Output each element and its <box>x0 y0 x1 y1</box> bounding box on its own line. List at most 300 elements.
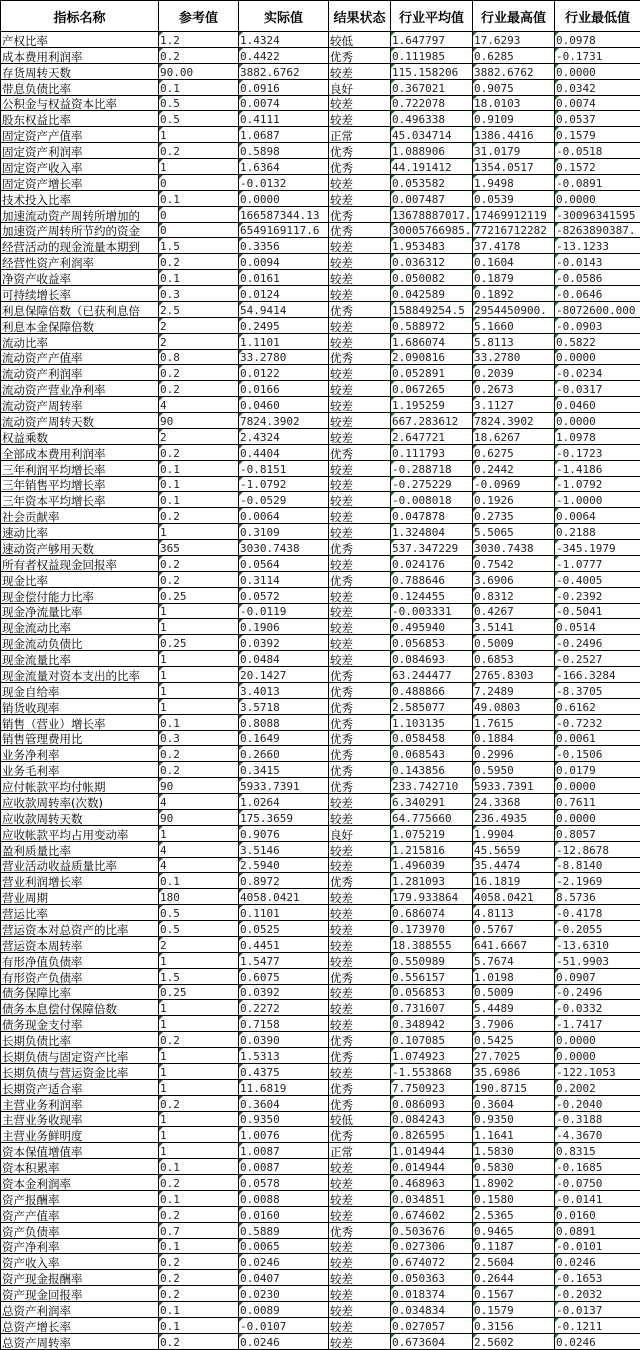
reference-value-cell[interactable]: 1 <box>159 524 239 540</box>
industry-max-cell[interactable]: 2.5604 <box>473 1254 555 1270</box>
industry-average-cell[interactable]: 2.647721 <box>391 428 473 444</box>
reference-value-cell[interactable]: 365 <box>159 540 239 556</box>
industry-average-cell[interactable]: 0.018374 <box>391 1286 473 1302</box>
industry-min-cell[interactable]: 0.0907 <box>555 968 640 984</box>
actual-value-cell[interactable]: 0.8972 <box>239 873 329 889</box>
indicator-name-cell[interactable]: 流动资产营业净利率 <box>1 381 159 397</box>
industry-min-cell[interactable]: -8.3705 <box>555 682 640 698</box>
actual-value-cell[interactable]: 0.0000 <box>239 190 329 206</box>
industry-min-cell[interactable]: -13.6310 <box>555 936 640 952</box>
status-cell[interactable]: 较差 <box>329 381 391 397</box>
industry-max-cell[interactable]: 3030.7438 <box>473 540 555 556</box>
status-cell[interactable]: 优秀 <box>329 746 391 762</box>
status-cell[interactable]: 较差 <box>329 841 391 857</box>
status-cell[interactable]: 较差 <box>329 1333 391 1349</box>
reference-value-cell[interactable]: 1.2 <box>159 32 239 48</box>
reference-value-cell[interactable]: 4 <box>159 857 239 873</box>
industry-max-cell[interactable]: 7824.3902 <box>473 413 555 429</box>
actual-value-cell[interactable]: 0.0230 <box>239 1286 329 1302</box>
industry-average-cell[interactable]: 1.686074 <box>391 333 473 349</box>
actual-value-cell[interactable]: 20.1427 <box>239 667 329 683</box>
status-cell[interactable]: 较差 <box>329 1270 391 1286</box>
status-cell[interactable]: 较差 <box>329 1016 391 1032</box>
reference-value-cell[interactable]: 1 <box>159 1143 239 1159</box>
industry-min-cell[interactable]: -8072600.000 <box>555 301 640 317</box>
industry-min-cell[interactable]: -13.1233 <box>555 238 640 254</box>
industry-min-cell[interactable]: -0.2032 <box>555 1286 640 1302</box>
reference-value-cell[interactable]: 180 <box>159 889 239 905</box>
industry-max-cell[interactable]: 190.8715 <box>473 1079 555 1095</box>
status-cell[interactable]: 良好 <box>329 825 391 841</box>
industry-min-cell[interactable]: 0.0460 <box>555 397 640 413</box>
indicator-name-cell[interactable]: 加速流动资产周转所增加的 <box>1 206 159 222</box>
indicator-name-cell[interactable]: 应付帐款平均付帐期 <box>1 778 159 794</box>
actual-value-cell[interactable]: 0.0124 <box>239 286 329 302</box>
reference-value-cell[interactable]: 0.1 <box>159 492 239 508</box>
actual-value-cell[interactable]: -0.0107 <box>239 1317 329 1333</box>
industry-max-cell[interactable]: 0.1884 <box>473 730 555 746</box>
status-cell[interactable]: 较差 <box>329 984 391 1000</box>
actual-value-cell[interactable]: 7824.3902 <box>239 413 329 429</box>
industry-max-cell[interactable]: 1354.0517 <box>473 159 555 175</box>
industry-min-cell[interactable]: 0.6162 <box>555 698 640 714</box>
industry-average-cell[interactable]: 0.550989 <box>391 952 473 968</box>
industry-average-cell[interactable]: 0.056853 <box>391 635 473 651</box>
industry-max-cell[interactable]: 3.1127 <box>473 397 555 413</box>
industry-min-cell[interactable]: -0.0143 <box>555 254 640 270</box>
reference-value-cell[interactable]: 0.2 <box>159 1206 239 1222</box>
reference-value-cell[interactable]: 1 <box>159 1127 239 1143</box>
indicator-name-cell[interactable]: 经营性资产利润率 <box>1 254 159 270</box>
status-cell[interactable]: 较差 <box>329 905 391 921</box>
reference-value-cell[interactable]: 0.1 <box>159 476 239 492</box>
industry-average-cell[interactable]: 44.191412 <box>391 159 473 175</box>
reference-value-cell[interactable]: 1 <box>159 127 239 143</box>
indicator-name-cell[interactable]: 现金流量对资本支出的比率 <box>1 667 159 683</box>
industry-max-cell[interactable]: 0.5009 <box>473 984 555 1000</box>
industry-average-cell[interactable]: 0.034834 <box>391 1302 473 1318</box>
industry-max-cell[interactable]: 0.2673 <box>473 381 555 397</box>
industry-average-cell[interactable]: 1.088906 <box>391 143 473 159</box>
industry-max-cell[interactable]: 31.0179 <box>473 143 555 159</box>
industry-average-cell[interactable]: 0.014944 <box>391 1159 473 1175</box>
industry-max-cell[interactable]: 0.6853 <box>473 651 555 667</box>
industry-min-cell[interactable]: 0.0891 <box>555 1222 640 1238</box>
industry-max-cell[interactable]: 1.9498 <box>473 174 555 190</box>
industry-average-cell[interactable]: 0.050082 <box>391 270 473 286</box>
actual-value-cell[interactable]: 0.0122 <box>239 365 329 381</box>
status-cell[interactable]: 优秀 <box>329 1095 391 1111</box>
industry-max-cell[interactable]: 5933.7391 <box>473 778 555 794</box>
actual-value-cell[interactable]: 0.2495 <box>239 317 329 333</box>
status-cell[interactable]: 优秀 <box>329 778 391 794</box>
status-cell[interactable]: 较差 <box>329 95 391 111</box>
industry-average-cell[interactable]: 0.007487 <box>391 190 473 206</box>
actual-value-cell[interactable]: 5933.7391 <box>239 778 329 794</box>
indicator-name-cell[interactable]: 主营业务收现率 <box>1 1111 159 1127</box>
indicator-name-cell[interactable]: 流动资产利润率 <box>1 365 159 381</box>
status-cell[interactable]: 优秀 <box>329 301 391 317</box>
industry-average-cell[interactable]: -1.553868 <box>391 1063 473 1079</box>
indicator-name-cell[interactable]: 固定资产利润率 <box>1 143 159 159</box>
indicator-name-cell[interactable]: 主营业务利润率 <box>1 1095 159 1111</box>
actual-value-cell[interactable]: 1.0087 <box>239 1143 329 1159</box>
industry-average-cell[interactable]: 0.503676 <box>391 1222 473 1238</box>
industry-max-cell[interactable]: 5.4489 <box>473 1000 555 1016</box>
header-industry-max[interactable]: 行业最高值 <box>473 1 555 32</box>
industry-min-cell[interactable]: 0.0537 <box>555 111 640 127</box>
industry-max-cell[interactable]: 1386.4416 <box>473 127 555 143</box>
reference-value-cell[interactable]: 0.2 <box>159 365 239 381</box>
actual-value-cell[interactable]: 1.6364 <box>239 159 329 175</box>
reference-value-cell[interactable]: 0.5 <box>159 111 239 127</box>
actual-value-cell[interactable]: 0.0578 <box>239 1175 329 1191</box>
industry-max-cell[interactable]: 0.0539 <box>473 190 555 206</box>
actual-value-cell[interactable]: 0.0088 <box>239 1190 329 1206</box>
industry-min-cell[interactable]: -0.0234 <box>555 365 640 381</box>
reference-value-cell[interactable]: 1.5 <box>159 238 239 254</box>
industry-average-cell[interactable]: 0.107085 <box>391 1032 473 1048</box>
indicator-name-cell[interactable]: 销售（营业）增长率 <box>1 714 159 730</box>
reference-value-cell[interactable]: 0.1 <box>159 873 239 889</box>
industry-average-cell[interactable]: 6.340291 <box>391 794 473 810</box>
actual-value-cell[interactable]: 1.0687 <box>239 127 329 143</box>
actual-value-cell[interactable]: 0.3114 <box>239 571 329 587</box>
industry-max-cell[interactable]: 0.4267 <box>473 603 555 619</box>
industry-average-cell[interactable]: 0.053582 <box>391 174 473 190</box>
status-cell[interactable]: 优秀 <box>329 730 391 746</box>
industry-min-cell[interactable]: -166.3284 <box>555 667 640 683</box>
status-cell[interactable]: 较差 <box>329 428 391 444</box>
industry-average-cell[interactable]: 0.067265 <box>391 381 473 397</box>
indicator-name-cell[interactable]: 有形净值负债率 <box>1 952 159 968</box>
industry-min-cell[interactable]: -0.0317 <box>555 381 640 397</box>
indicator-name-cell[interactable]: 速动比率 <box>1 524 159 540</box>
industry-max-cell[interactable]: 0.2644 <box>473 1270 555 1286</box>
status-cell[interactable]: 较差 <box>329 809 391 825</box>
indicator-name-cell[interactable]: 长期负债与固定资产比率 <box>1 1048 159 1064</box>
industry-min-cell[interactable]: -8.8140 <box>555 857 640 873</box>
status-cell[interactable]: 优秀 <box>329 159 391 175</box>
industry-average-cell[interactable]: 1.014944 <box>391 1143 473 1159</box>
industry-average-cell[interactable]: 0.027306 <box>391 1238 473 1254</box>
industry-max-cell[interactable]: 5.5065 <box>473 524 555 540</box>
status-cell[interactable]: 较差 <box>329 555 391 571</box>
industry-average-cell[interactable]: 0.143856 <box>391 762 473 778</box>
industry-min-cell[interactable]: -0.2496 <box>555 984 640 1000</box>
reference-value-cell[interactable]: 2 <box>159 936 239 952</box>
indicator-name-cell[interactable]: 资产现金回报率 <box>1 1286 159 1302</box>
actual-value-cell[interactable]: 3030.7438 <box>239 540 329 556</box>
header-industry-min[interactable]: 行业最低值 <box>555 1 640 32</box>
reference-value-cell[interactable]: 0.2 <box>159 381 239 397</box>
industry-max-cell[interactable]: 18.0103 <box>473 95 555 111</box>
indicator-name-cell[interactable]: 现金自给率 <box>1 682 159 698</box>
industry-max-cell[interactable]: 45.5659 <box>473 841 555 857</box>
actual-value-cell[interactable]: 0.0460 <box>239 397 329 413</box>
industry-min-cell[interactable]: 0.2188 <box>555 524 640 540</box>
industry-min-cell[interactable]: -0.0137 <box>555 1302 640 1318</box>
industry-max-cell[interactable]: 3.5141 <box>473 619 555 635</box>
indicator-name-cell[interactable]: 业务净利率 <box>1 746 159 762</box>
header-industry-average[interactable]: 行业平均值 <box>391 1 473 32</box>
indicator-name-cell[interactable]: 流动资产产值率 <box>1 349 159 365</box>
indicator-name-cell[interactable]: 现金流动比率 <box>1 619 159 635</box>
indicator-name-cell[interactable]: 应收帐款平均占用变动率 <box>1 825 159 841</box>
industry-average-cell[interactable]: 0.084693 <box>391 651 473 667</box>
industry-min-cell[interactable]: -0.1685 <box>555 1159 640 1175</box>
industry-min-cell[interactable]: 0.0000 <box>555 778 640 794</box>
actual-value-cell[interactable]: 0.0246 <box>239 1254 329 1270</box>
industry-min-cell[interactable]: -0.2040 <box>555 1095 640 1111</box>
industry-average-cell[interactable]: 667.283612 <box>391 413 473 429</box>
industry-max-cell[interactable]: 3.7906 <box>473 1016 555 1032</box>
indicator-name-cell[interactable]: 盈利质量比率 <box>1 841 159 857</box>
industry-min-cell[interactable]: -1.0777 <box>555 555 640 571</box>
industry-max-cell[interactable]: 0.9465 <box>473 1222 555 1238</box>
reference-value-cell[interactable]: 0 <box>159 222 239 238</box>
status-cell[interactable]: 较差 <box>329 333 391 349</box>
industry-max-cell[interactable]: 1.9904 <box>473 825 555 841</box>
industry-max-cell[interactable]: 35.6986 <box>473 1063 555 1079</box>
actual-value-cell[interactable]: 54.9414 <box>239 301 329 317</box>
actual-value-cell[interactable]: 1.0264 <box>239 794 329 810</box>
industry-min-cell[interactable]: -1.0000 <box>555 492 640 508</box>
actual-value-cell[interactable]: 0.0916 <box>239 79 329 95</box>
industry-min-cell[interactable]: 0.7611 <box>555 794 640 810</box>
industry-max-cell[interactable]: 18.6267 <box>473 428 555 444</box>
actual-value-cell[interactable]: 0.0392 <box>239 984 329 1000</box>
status-cell[interactable]: 优秀 <box>329 1127 391 1143</box>
reference-value-cell[interactable]: 4 <box>159 794 239 810</box>
indicator-name-cell[interactable]: 资产负债率 <box>1 1222 159 1238</box>
industry-max-cell[interactable]: 16.1819 <box>473 873 555 889</box>
industry-min-cell[interactable]: -0.1653 <box>555 1270 640 1286</box>
actual-value-cell[interactable]: 0.9350 <box>239 1111 329 1127</box>
actual-value-cell[interactable]: -0.0132 <box>239 174 329 190</box>
industry-average-cell[interactable]: 1.215816 <box>391 841 473 857</box>
indicator-name-cell[interactable]: 长期负债与营运资金比率 <box>1 1063 159 1079</box>
industry-average-cell[interactable]: 0.686074 <box>391 905 473 921</box>
industry-min-cell[interactable]: 0.0061 <box>555 730 640 746</box>
status-cell[interactable]: 优秀 <box>329 667 391 683</box>
indicator-name-cell[interactable]: 应收款周转率(次数) <box>1 794 159 810</box>
indicator-name-cell[interactable]: 成本费用利润率 <box>1 47 159 63</box>
actual-value-cell[interactable]: 2.5940 <box>239 857 329 873</box>
industry-max-cell[interactable]: 0.5950 <box>473 762 555 778</box>
industry-average-cell[interactable]: -0.003331 <box>391 603 473 619</box>
reference-value-cell[interactable]: 0.1 <box>159 460 239 476</box>
industry-average-cell[interactable]: 0.674602 <box>391 1206 473 1222</box>
industry-max-cell[interactable]: 0.1579 <box>473 1302 555 1318</box>
actual-value-cell[interactable]: 3.5146 <box>239 841 329 857</box>
industry-average-cell[interactable]: 0.047878 <box>391 508 473 524</box>
industry-average-cell[interactable]: 1.195259 <box>391 397 473 413</box>
header-actual-value[interactable]: 实际值 <box>239 1 329 32</box>
industry-average-cell[interactable]: 1.281093 <box>391 873 473 889</box>
status-cell[interactable]: 优秀 <box>329 682 391 698</box>
reference-value-cell[interactable]: 4 <box>159 841 239 857</box>
industry-min-cell[interactable]: 0.0978 <box>555 32 640 48</box>
industry-average-cell[interactable]: 0.111793 <box>391 444 473 460</box>
industry-min-cell[interactable]: -1.0792 <box>555 476 640 492</box>
reference-value-cell[interactable]: 0.1 <box>159 1238 239 1254</box>
industry-max-cell[interactable]: 236.4935 <box>473 809 555 825</box>
actual-value-cell[interactable]: 0.0166 <box>239 381 329 397</box>
industry-average-cell[interactable]: 0.722078 <box>391 95 473 111</box>
industry-average-cell[interactable]: 0.496338 <box>391 111 473 127</box>
industry-average-cell[interactable]: 0.488866 <box>391 682 473 698</box>
status-cell[interactable]: 较差 <box>329 1317 391 1333</box>
status-cell[interactable]: 较差 <box>329 1302 391 1318</box>
indicator-name-cell[interactable]: 公积金与权益资本比率 <box>1 95 159 111</box>
reference-value-cell[interactable]: 0.2 <box>159 571 239 587</box>
actual-value-cell[interactable]: 0.0087 <box>239 1159 329 1175</box>
industry-average-cell[interactable]: 1.496039 <box>391 857 473 873</box>
industry-average-cell[interactable]: -0.275229 <box>391 476 473 492</box>
industry-max-cell[interactable]: 2765.8303 <box>473 667 555 683</box>
actual-value-cell[interactable]: 0.0094 <box>239 254 329 270</box>
indicator-name-cell[interactable]: 有形资产负债率 <box>1 968 159 984</box>
industry-max-cell[interactable]: 0.6275 <box>473 444 555 460</box>
actual-value-cell[interactable]: 0.0484 <box>239 651 329 667</box>
actual-value-cell[interactable]: 0.4111 <box>239 111 329 127</box>
industry-max-cell[interactable]: 17.6293 <box>473 32 555 48</box>
industry-max-cell[interactable]: 0.1892 <box>473 286 555 302</box>
reference-value-cell[interactable]: 0.3 <box>159 286 239 302</box>
indicator-name-cell[interactable]: 现金流量比率 <box>1 651 159 667</box>
actual-value-cell[interactable]: 0.0390 <box>239 1032 329 1048</box>
industry-average-cell[interactable]: 0.731607 <box>391 1000 473 1016</box>
reference-value-cell[interactable]: 0.1 <box>159 190 239 206</box>
industry-average-cell[interactable]: 0.027057 <box>391 1317 473 1333</box>
reference-value-cell[interactable]: 0.2 <box>159 1175 239 1191</box>
status-cell[interactable]: 较差 <box>329 1190 391 1206</box>
indicator-name-cell[interactable]: 总资产周转率 <box>1 1333 159 1349</box>
industry-average-cell[interactable]: 1.075219 <box>391 825 473 841</box>
status-cell[interactable]: 较差 <box>329 63 391 79</box>
status-cell[interactable]: 较差 <box>329 1254 391 1270</box>
industry-max-cell[interactable]: 0.5425 <box>473 1032 555 1048</box>
indicator-name-cell[interactable]: 权益乘数 <box>1 428 159 444</box>
reference-value-cell[interactable]: 90 <box>159 809 239 825</box>
indicator-name-cell[interactable]: 所有者权益现金回报率 <box>1 555 159 571</box>
status-cell[interactable]: 较差 <box>329 524 391 540</box>
industry-average-cell[interactable]: 1.953483 <box>391 238 473 254</box>
reference-value-cell[interactable]: 0.2 <box>159 1032 239 1048</box>
indicator-name-cell[interactable]: 长期资产适合率 <box>1 1079 159 1095</box>
industry-average-cell[interactable]: 0.588972 <box>391 317 473 333</box>
actual-value-cell[interactable]: 0.1649 <box>239 730 329 746</box>
actual-value-cell[interactable]: -0.0529 <box>239 492 329 508</box>
industry-min-cell[interactable]: -0.7232 <box>555 714 640 730</box>
industry-average-cell[interactable]: 30005766985. <box>391 222 473 238</box>
status-cell[interactable]: 良好 <box>329 79 391 95</box>
indicator-name-cell[interactable]: 资本保值增值率 <box>1 1143 159 1159</box>
industry-average-cell[interactable]: 2.090816 <box>391 349 473 365</box>
industry-max-cell[interactable]: 5.7674 <box>473 952 555 968</box>
industry-min-cell[interactable]: -8263890387. <box>555 222 640 238</box>
reference-value-cell[interactable]: 1 <box>159 1016 239 1032</box>
industry-min-cell[interactable]: 0.8315 <box>555 1143 640 1159</box>
industry-min-cell[interactable]: -0.0750 <box>555 1175 640 1191</box>
indicator-name-cell[interactable]: 利息本金保障倍数 <box>1 317 159 333</box>
reference-value-cell[interactable]: 0.2 <box>159 47 239 63</box>
industry-max-cell[interactable]: 0.1879 <box>473 270 555 286</box>
status-cell[interactable]: 正常 <box>329 127 391 143</box>
reference-value-cell[interactable]: 0.2 <box>159 1333 239 1349</box>
industry-max-cell[interactable]: 49.0803 <box>473 698 555 714</box>
reference-value-cell[interactable]: 1 <box>159 1063 239 1079</box>
reference-value-cell[interactable]: 1 <box>159 825 239 841</box>
industry-max-cell[interactable]: 0.3604 <box>473 1095 555 1111</box>
industry-average-cell[interactable]: 158849254.5 <box>391 301 473 317</box>
industry-max-cell[interactable]: 1.7615 <box>473 714 555 730</box>
industry-average-cell[interactable]: 45.034714 <box>391 127 473 143</box>
industry-max-cell[interactable]: 0.2442 <box>473 460 555 476</box>
industry-min-cell[interactable]: 0.0246 <box>555 1333 640 1349</box>
status-cell[interactable]: 较差 <box>329 936 391 952</box>
industry-max-cell[interactable]: 0.5009 <box>473 635 555 651</box>
industry-min-cell[interactable]: 0.0000 <box>555 63 640 79</box>
status-cell[interactable]: 较差 <box>329 254 391 270</box>
industry-max-cell[interactable]: 1.5830 <box>473 1143 555 1159</box>
status-cell[interactable]: 优秀 <box>329 571 391 587</box>
industry-max-cell[interactable]: 0.9075 <box>473 79 555 95</box>
industry-max-cell[interactable]: 0.5767 <box>473 921 555 937</box>
reference-value-cell[interactable]: 1 <box>159 952 239 968</box>
industry-min-cell[interactable]: -12.8678 <box>555 841 640 857</box>
industry-average-cell[interactable]: 7.750923 <box>391 1079 473 1095</box>
actual-value-cell[interactable]: 11.6819 <box>239 1079 329 1095</box>
reference-value-cell[interactable]: 0.2 <box>159 444 239 460</box>
status-cell[interactable]: 优秀 <box>329 222 391 238</box>
reference-value-cell[interactable]: 0.1 <box>159 1190 239 1206</box>
industry-min-cell[interactable]: 0.0000 <box>555 1048 640 1064</box>
reference-value-cell[interactable]: 90.00 <box>159 63 239 79</box>
industry-max-cell[interactable]: 0.9350 <box>473 1111 555 1127</box>
industry-average-cell[interactable]: 1.103135 <box>391 714 473 730</box>
industry-min-cell[interactable]: -0.0518 <box>555 143 640 159</box>
reference-value-cell[interactable]: 0.1 <box>159 1317 239 1333</box>
actual-value-cell[interactable]: 1.4324 <box>239 32 329 48</box>
industry-max-cell[interactable]: 0.8312 <box>473 587 555 603</box>
industry-min-cell[interactable]: -0.0101 <box>555 1238 640 1254</box>
reference-value-cell[interactable]: 0.2 <box>159 508 239 524</box>
actual-value-cell[interactable]: 0.0161 <box>239 270 329 286</box>
status-cell[interactable]: 优秀 <box>329 714 391 730</box>
reference-value-cell[interactable]: 0.2 <box>159 1254 239 1270</box>
reference-value-cell[interactable]: 0.2 <box>159 143 239 159</box>
indicator-name-cell[interactable]: 营业周期 <box>1 889 159 905</box>
actual-value-cell[interactable]: 0.4404 <box>239 444 329 460</box>
actual-value-cell[interactable]: 0.4451 <box>239 936 329 952</box>
industry-min-cell[interactable]: 0.2002 <box>555 1079 640 1095</box>
status-cell[interactable]: 优秀 <box>329 206 391 222</box>
status-cell[interactable]: 优秀 <box>329 1032 391 1048</box>
indicator-name-cell[interactable]: 销货收现率 <box>1 698 159 714</box>
status-cell[interactable]: 较差 <box>329 111 391 127</box>
industry-average-cell[interactable]: 1.647797 <box>391 32 473 48</box>
status-cell[interactable]: 较差 <box>329 270 391 286</box>
industry-max-cell[interactable]: 3882.6762 <box>473 63 555 79</box>
reference-value-cell[interactable]: 1 <box>159 667 239 683</box>
industry-max-cell[interactable]: 24.3368 <box>473 794 555 810</box>
industry-min-cell[interactable]: 0.0342 <box>555 79 640 95</box>
indicator-name-cell[interactable]: 主营业务鲜明度 <box>1 1127 159 1143</box>
indicator-name-cell[interactable]: 营运资本对总资产的比率 <box>1 921 159 937</box>
actual-value-cell[interactable]: -1.0792 <box>239 476 329 492</box>
